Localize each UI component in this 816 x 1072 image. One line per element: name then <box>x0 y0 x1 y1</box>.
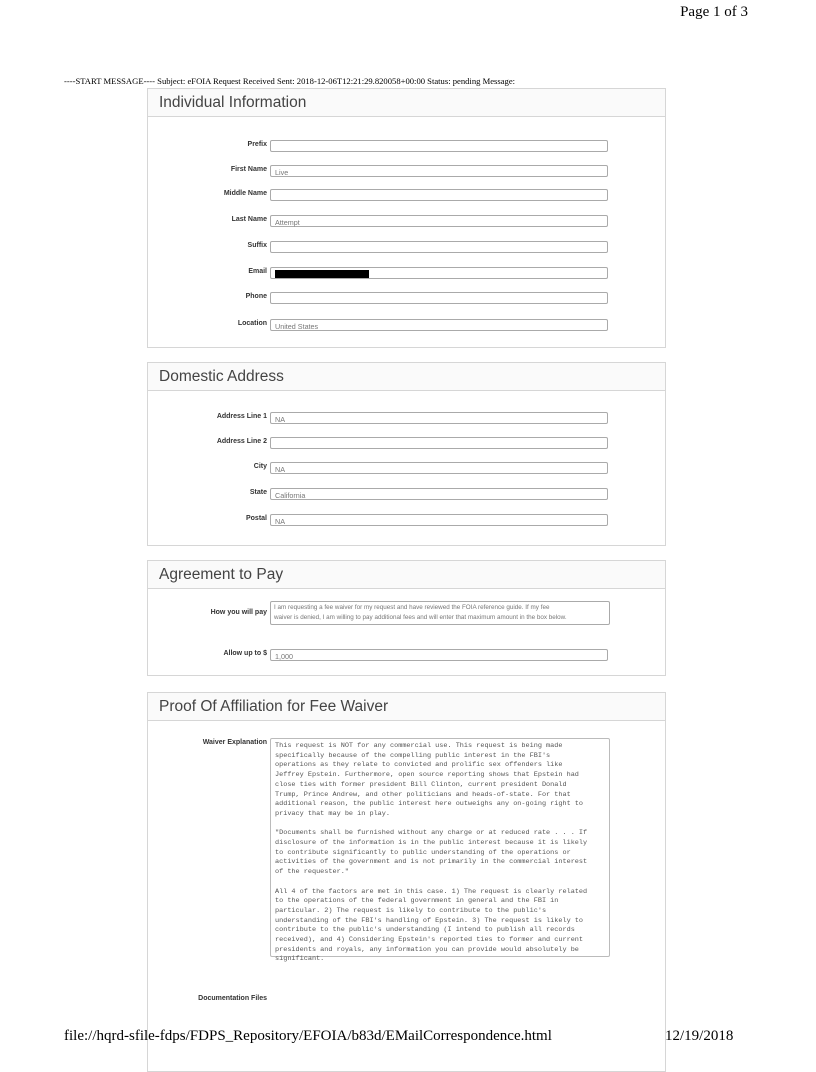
text-line: specifically because of the compelling public interest in the FBI's <box>275 751 551 760</box>
form-row <box>148 488 667 501</box>
text-line: I am requesting a fee waiver for my request and have reviewed the FOIA reference guide. If my fee <box>274 604 550 611</box>
state-input[interactable]: California <box>270 488 608 500</box>
form-row <box>148 319 667 332</box>
phone-input[interactable] <box>270 292 608 304</box>
text-line: received), and 4) Considering Epstein's reported ties to former and current <box>275 936 584 945</box>
last-name-input[interactable]: Attempt <box>270 215 608 227</box>
field-label: Last Name <box>231 216 267 223</box>
field-label: Allow up to $ <box>223 650 267 657</box>
fee-waiver-panel <box>147 692 666 1072</box>
waiver-paragraph <box>275 829 605 878</box>
field-label: How you will pay <box>210 609 267 616</box>
form-row <box>148 140 667 153</box>
text-line: understanding of the FBI's handling of Epstein. 3) The request is likely to <box>275 916 584 925</box>
form-row <box>148 267 667 280</box>
text-line: disclosure of the information is in the public interest because it is likely <box>275 839 588 848</box>
panel-title: Agreement to Pay <box>148 561 665 589</box>
first-name-input[interactable]: Live <box>270 165 608 177</box>
field-label: Address Line 1 <box>216 413 267 420</box>
field-label: Postal <box>245 515 267 522</box>
waiver-explanation-textarea[interactable] <box>270 738 610 964</box>
location-input[interactable]: United States <box>270 319 608 331</box>
panel-title: Individual Information <box>148 89 665 117</box>
field-label: Phone <box>245 293 267 300</box>
email-input[interactable] <box>270 267 608 279</box>
address-line-1-input[interactable]: NA <box>270 412 608 424</box>
text-line: to the operations of the federal government in general and the FBI in <box>275 897 559 906</box>
form-row <box>148 412 667 425</box>
field-label: Middle Name <box>223 190 267 197</box>
form-row <box>148 292 667 305</box>
text-line: This request is NOT for any commercial use. This request is being made <box>275 742 563 750</box>
form-row <box>148 241 667 254</box>
field-label: First Name <box>230 166 267 173</box>
field-label: City <box>253 463 267 470</box>
how-you-will-pay-field[interactable] <box>270 601 610 625</box>
panel-title: Proof Of Affiliation for Fee Waiver <box>148 693 665 721</box>
form-row <box>148 462 667 475</box>
text-line: Jeffrey Epstein. Furthermore, open source reporting shows that Epstein had <box>275 771 579 780</box>
field-label: Location <box>237 320 267 327</box>
text-line: presidents and royals, any information you can provide would absolutely be <box>275 945 579 954</box>
prefix-input[interactable] <box>270 140 608 152</box>
text-line: significant. <box>275 955 325 964</box>
field-label: Address Line 2 <box>216 438 267 445</box>
text-line: close ties with former president Bill Clinton, current president Donald <box>275 780 567 789</box>
footer-date: 12/19/2018 <box>665 1028 734 1044</box>
field-label: Email <box>248 268 267 275</box>
middle-name-input[interactable] <box>270 189 608 201</box>
waiver-paragraph <box>275 888 605 966</box>
page-number: Page 1 of 3 <box>680 4 748 20</box>
form-row <box>148 165 667 178</box>
address-line-2-input[interactable] <box>270 437 608 449</box>
text-line: waiver is denied, I am willing to pay additional fees and will enter that maximum amount in the box below. <box>274 614 567 621</box>
text-line: privacy that may be in play. <box>275 809 390 818</box>
field-label: State <box>249 489 267 496</box>
agreement-to-pay-panel <box>147 560 666 676</box>
allow-up-to-input[interactable]: 1,000 <box>270 649 608 661</box>
text-line: "Documents shall be furnished without any charge or at reduced rate . . . If <box>275 829 588 838</box>
city-input[interactable]: NA <box>270 462 608 474</box>
waiver-paragraph <box>275 742 605 820</box>
text-line: Trump, Prince Andrew, and other politicians and heads-of-state. For that <box>275 790 571 799</box>
footer-path: file://hqrd-sfile-fdps/FDPS_Repository/EFOIA/b83d/EMailCorrespondence.html <box>64 1028 552 1044</box>
form-row <box>148 514 667 527</box>
field-label: Waiver Explanation <box>202 739 267 746</box>
text-line: operations as they relate to convicted and prolific sex offenders like <box>275 761 563 770</box>
individual-information-panel <box>147 88 666 348</box>
field-label: Prefix <box>247 141 267 148</box>
form-row <box>148 189 667 202</box>
text-line: of the requester." <box>275 868 349 877</box>
text-line: All 4 of the factors are met in this case. 1) The request is clearly related <box>275 887 588 896</box>
suffix-input[interactable] <box>270 241 608 253</box>
message-header: ----START MESSAGE---- Subject: eFOIA Request Received Sent: 2018-12-06T12:21:29.820058+00:00 Status: pending Message: <box>64 76 516 86</box>
field-label: Suffix <box>247 242 267 249</box>
text-line: particular. 2) The request is likely to contribute to the public's <box>275 906 547 915</box>
text-line: to contribute significantly to public understanding of the operations or <box>275 848 571 857</box>
text-line: additional reason, the public interest here outweighs any on-going right to <box>275 800 584 809</box>
form-row <box>148 215 667 228</box>
text-line: activities of the government and is not primarily in the commercial interest <box>275 858 588 867</box>
text-line: contribute to the public's understanding (I intend to publish all records <box>275 926 575 935</box>
postal-input[interactable]: NA <box>270 514 608 526</box>
panel-title: Domestic Address <box>148 363 665 391</box>
field-label: Documentation Files <box>198 995 267 1002</box>
redaction-bar <box>275 270 369 278</box>
domestic-address-panel <box>147 362 666 546</box>
form-row <box>148 437 667 450</box>
